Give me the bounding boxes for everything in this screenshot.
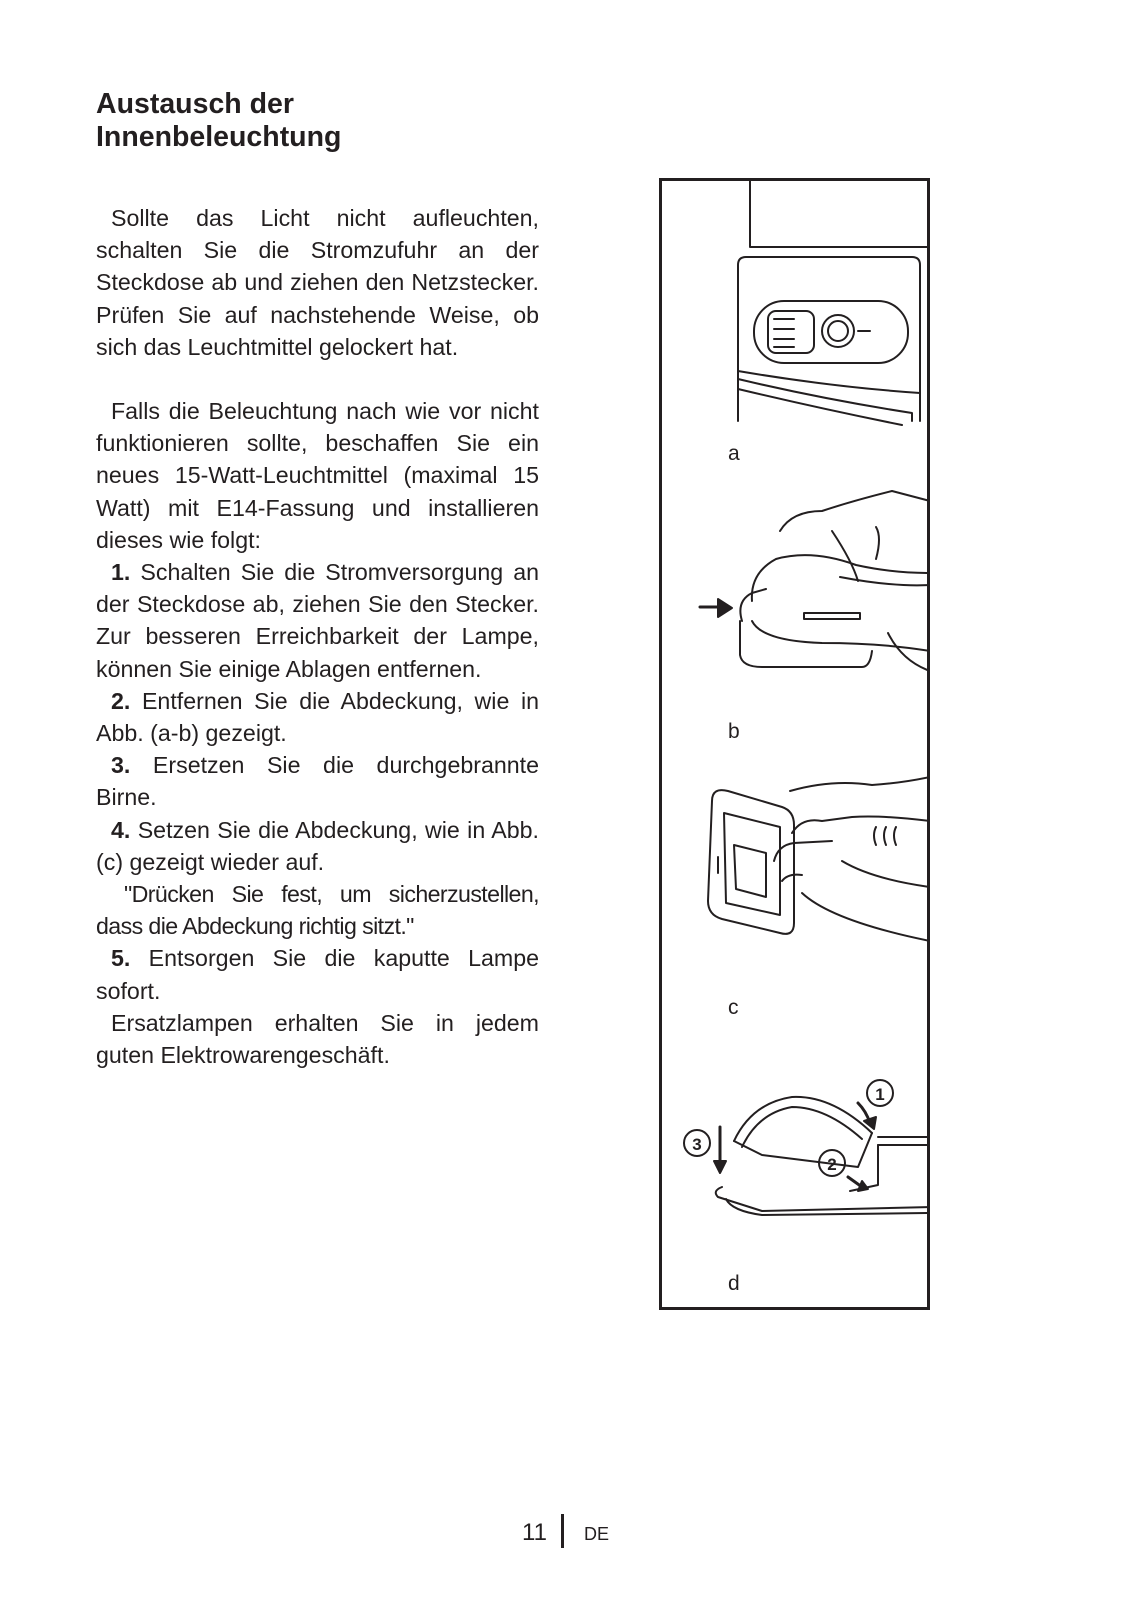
figure-label-d: d	[728, 1272, 740, 1295]
figure-label-b: b	[728, 720, 740, 743]
page-number: 11	[522, 1519, 547, 1546]
step-2-number: 2.	[111, 687, 131, 714]
step-2	[96, 685, 539, 749]
closing-paragraph: Ersatzlampen erhalten Sie in jedem guten Elektrowarengeschäft.	[96, 1009, 539, 1069]
step-1-number: 1.	[111, 559, 131, 586]
illustration-c	[708, 777, 930, 941]
illustration-frame	[659, 178, 930, 1310]
press-firmly-note: "Drücken Sie fest, um sicherzustellen, dass die Abdeckung richtig sitzt."	[96, 881, 539, 940]
page-title-line-1: Austausch der	[96, 88, 294, 120]
step-1-text: Schalten Sie die Stromversorgung an der Steckdose ab, ziehen Sie den Stecker. Zur besseren Erreichbarkeit der Lampe, können Sie einige Ablagen entfernen.	[96, 559, 539, 682]
step-5-number: 5.	[111, 945, 131, 972]
instructions-text	[96, 202, 539, 1071]
figure-label-a: a	[728, 442, 740, 465]
bulb-paragraph: Falls die Beleuchtung nach wie vor nicht funktionieren sollte, beschaffen Sie ein neues 15-Watt-Leuchtmittel (maximal 15 Watt) mit E14-Fassung und installieren dieses wie folgt:	[96, 398, 539, 553]
step-4-text: Setzen Sie die Abdeckung, wie in Abb. (c) gezeigt wieder auf.	[96, 816, 539, 875]
page-title	[96, 88, 556, 154]
page-title-line-2: Innenbeleuchtung	[96, 121, 342, 153]
step-5-text: Entsorgen Sie die kaputte Lampe sofort.	[96, 945, 539, 1004]
footer-divider	[561, 1514, 564, 1548]
intro-paragraph: Sollte das Licht nicht aufleuchten, schalten Sie die Stromzufuhr an der Steckdose ab und ziehen den Netzstecker. Prüfen Sie auf nachstehende Weise, ob sich das Leuchtmittel gelockert hat.	[96, 205, 539, 360]
figure-label-c: c	[728, 996, 739, 1019]
language-code: DE	[584, 1524, 610, 1544]
step-4-number: 4.	[111, 816, 131, 843]
step-3-number: 3.	[111, 752, 131, 779]
callout-2: 2	[827, 1155, 837, 1174]
step-3-text: Ersetzen Sie die durchgebrannte Birne.	[96, 752, 539, 811]
step-4	[96, 814, 539, 878]
illustration-d	[684, 1080, 930, 1215]
lamp-illustration	[662, 181, 930, 1310]
step-2-text: Entfernen Sie die Abdeckung, wie in Abb. (a-b) gezeigt.	[96, 687, 539, 747]
step-1	[96, 556, 539, 685]
step-3	[96, 749, 539, 813]
illustration-a	[738, 181, 930, 425]
illustration-b	[700, 491, 930, 671]
step-5	[96, 942, 539, 1006]
callout-3: 3	[692, 1135, 702, 1154]
callout-1: 1	[875, 1085, 885, 1104]
